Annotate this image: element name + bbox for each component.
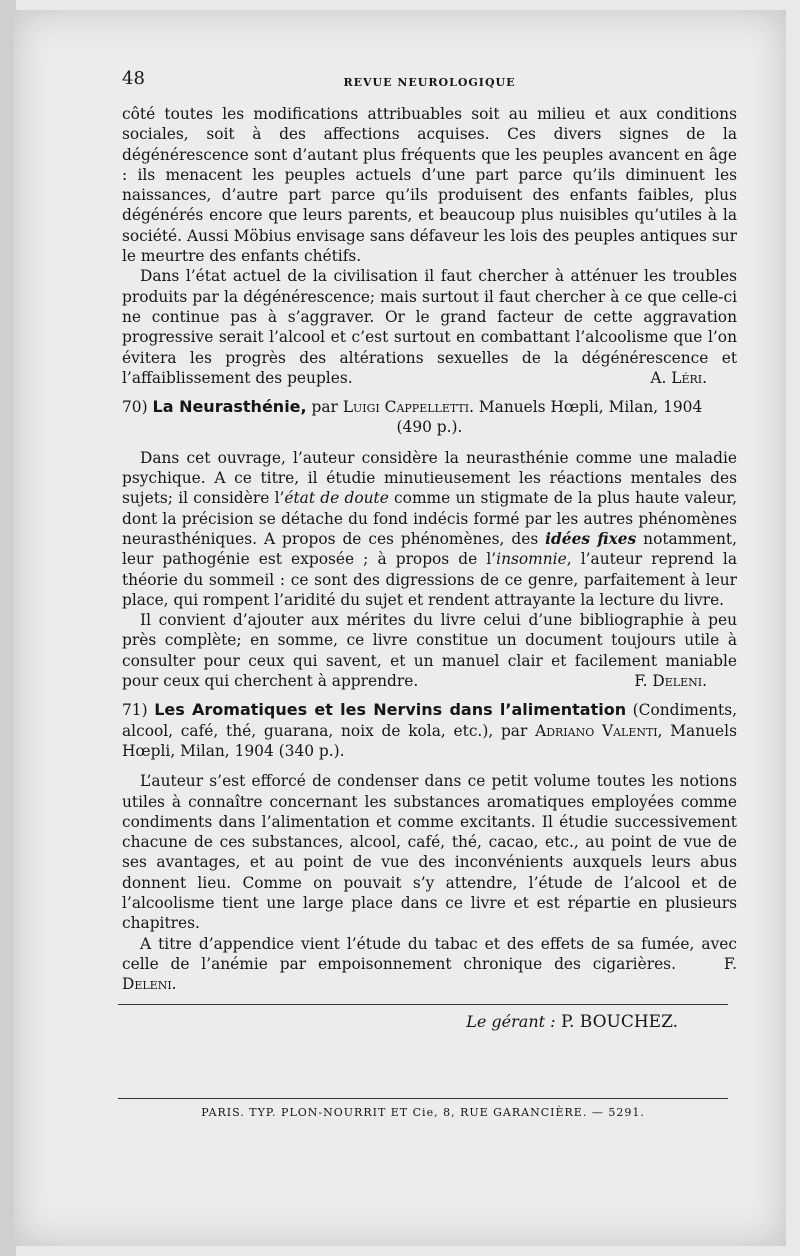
paragraph-text: A titre d’appendice vient l’étude du tabac et des effets de sa fumée, avec celle de l’anémie par empoisonnement chronique des cigarières. (122, 934, 737, 973)
page-number: 48 (122, 68, 145, 89)
paragraph (122, 448, 737, 610)
paragraph-text: comme un stigmate de la plus haute valeur, dont la précision se détache du fond indécis formé par les autres phénomènes neurasthéniques. A propos de ces phénomènes, des (122, 489, 737, 548)
entry-title: Les Aromatiques et les Nervins dans l’alimentation (154, 700, 627, 720)
gerant-label: Le gérant : (466, 1012, 556, 1031)
entry-number: 71) (122, 701, 148, 720)
gerant-line (118, 1012, 678, 1032)
printer-imprint: PARIS. TYP. PLON-NOURRIT ET Cie, 8, RUE GARANCIÈRE. — 5291. (201, 1106, 645, 1119)
signature: A. Léri. (650, 368, 707, 387)
entry-pages: (490 p.). (396, 418, 463, 437)
paragraph (122, 934, 737, 995)
entry-publisher: Manuels Hœpli, Milan, 1904 (478, 398, 703, 417)
paragraph (122, 266, 737, 388)
signature: F. Deleni. (634, 672, 707, 691)
divider (118, 1098, 728, 1099)
entry-by: par (311, 398, 338, 417)
entry-author: Luigi Cappelletti. (342, 398, 474, 417)
entry-title: La Neurasthénie, (152, 397, 307, 417)
paragraph-text: Il convient d’ajouter aux mérites du livre celui d’une bibliographie à peu près complète; en somme, ce livre constitue un document toujours utile à consulter pour ceux qui savent, et un manuel clair et facilement maniable pour ceux qui cherchent à apprendre. (122, 611, 737, 691)
gerant-name: P. BOUCHEZ. (560, 1012, 678, 1032)
emphasis: insomnie (496, 550, 567, 569)
paragraph-text: L’auteur s’est efforcé de condenser dans ce petit volume toutes les notions utiles à connaître concernant les substances aromatiques employées comme condiments dans l’alimentation et comme excitants. Il étudie successivement chacune de ces substances, alcool, café, thé, cacao, etc., au point de vue de ses avantages, et au point de vue des inconvénients auxquels leurs abus donnent lieu. Comme on pouvait s’y attendre, l’étude de l’alcool et de l’alcoolisme tient une large place dans ce livre et est répartie en plusieurs chapitres. (122, 772, 737, 933)
paragraph (122, 771, 737, 933)
paragraph-text: Dans l’état actuel de la civilisation il faut chercher à atténuer les troubles produits par la dégénérescence; mais surtout il faut chercher à ce que celle-ci ne continue pas à s’aggraver. Or le grand facteur de cette aggravation progressive serait l’alcool et c’est surtout en combattant l’alcoolisme que l’on évitera les progrès des altérations sexuelles de la dégénérescence et l’affaiblissement des peuples. (122, 267, 737, 387)
signature: F. Deleni. (122, 954, 737, 994)
entry-subtitle: (Condiments, alcool, café, thé, guarana, noix de kola, etc.), par (122, 701, 737, 740)
entry-author: Adriano Valenti, (535, 721, 663, 740)
paragraph-text: côté toutes les modifications attribuables soit au milieu et aux conditions sociales, soit à des affections acquises. Ces divers signes de la dégénérescence sont d’autant plus fréquents que les peuples avancent en âge : ils menacent les peuples actuels d’une part parce qu’ils diminuent les naissances, d’autre part parce qu’ils produisent des enfants faibles, plus dégénérés encore que leurs parents, et beaucoup plus nuisibles qu’utiles à la société. Aussi Möbius envisage sans défaveur les lois des peuples antiques sur le meurtre des enfants chétifs. (122, 105, 737, 266)
paragraph-text: , l’auteur reprend la théorie du sommeil : ce sont des digressions de ce genre, parfaitement à leur place, qui rompent l’aridité du sujet et rendent attrayante la lecture du livre. (122, 550, 737, 609)
emphasis: idées fixes (545, 529, 637, 548)
paragraph-text: notamment, leur pathogénie est exposée ; à propos de l’ (122, 529, 737, 569)
entry-publisher: Manuels Hœpli, Milan, 1904 (340 p.). (122, 721, 737, 760)
review-entry-70 (122, 397, 737, 417)
running-title: REVUE NEUROLOGIQUE (343, 76, 516, 89)
paragraph (122, 104, 737, 266)
paragraph-text: Dans cet ouvrage, l’auteur considère la neurasthénie comme une maladie psychique. A ce titre, il étudie minutieusement les réactions mentales des sujets; il considère l’ (122, 448, 737, 508)
page-body (122, 104, 737, 994)
review-entry-71 (122, 700, 737, 761)
page-header (122, 70, 737, 96)
entry-number: 70) (122, 398, 148, 417)
emphasis: état de doute (284, 489, 389, 508)
paragraph (122, 610, 737, 691)
divider (118, 1004, 728, 1005)
